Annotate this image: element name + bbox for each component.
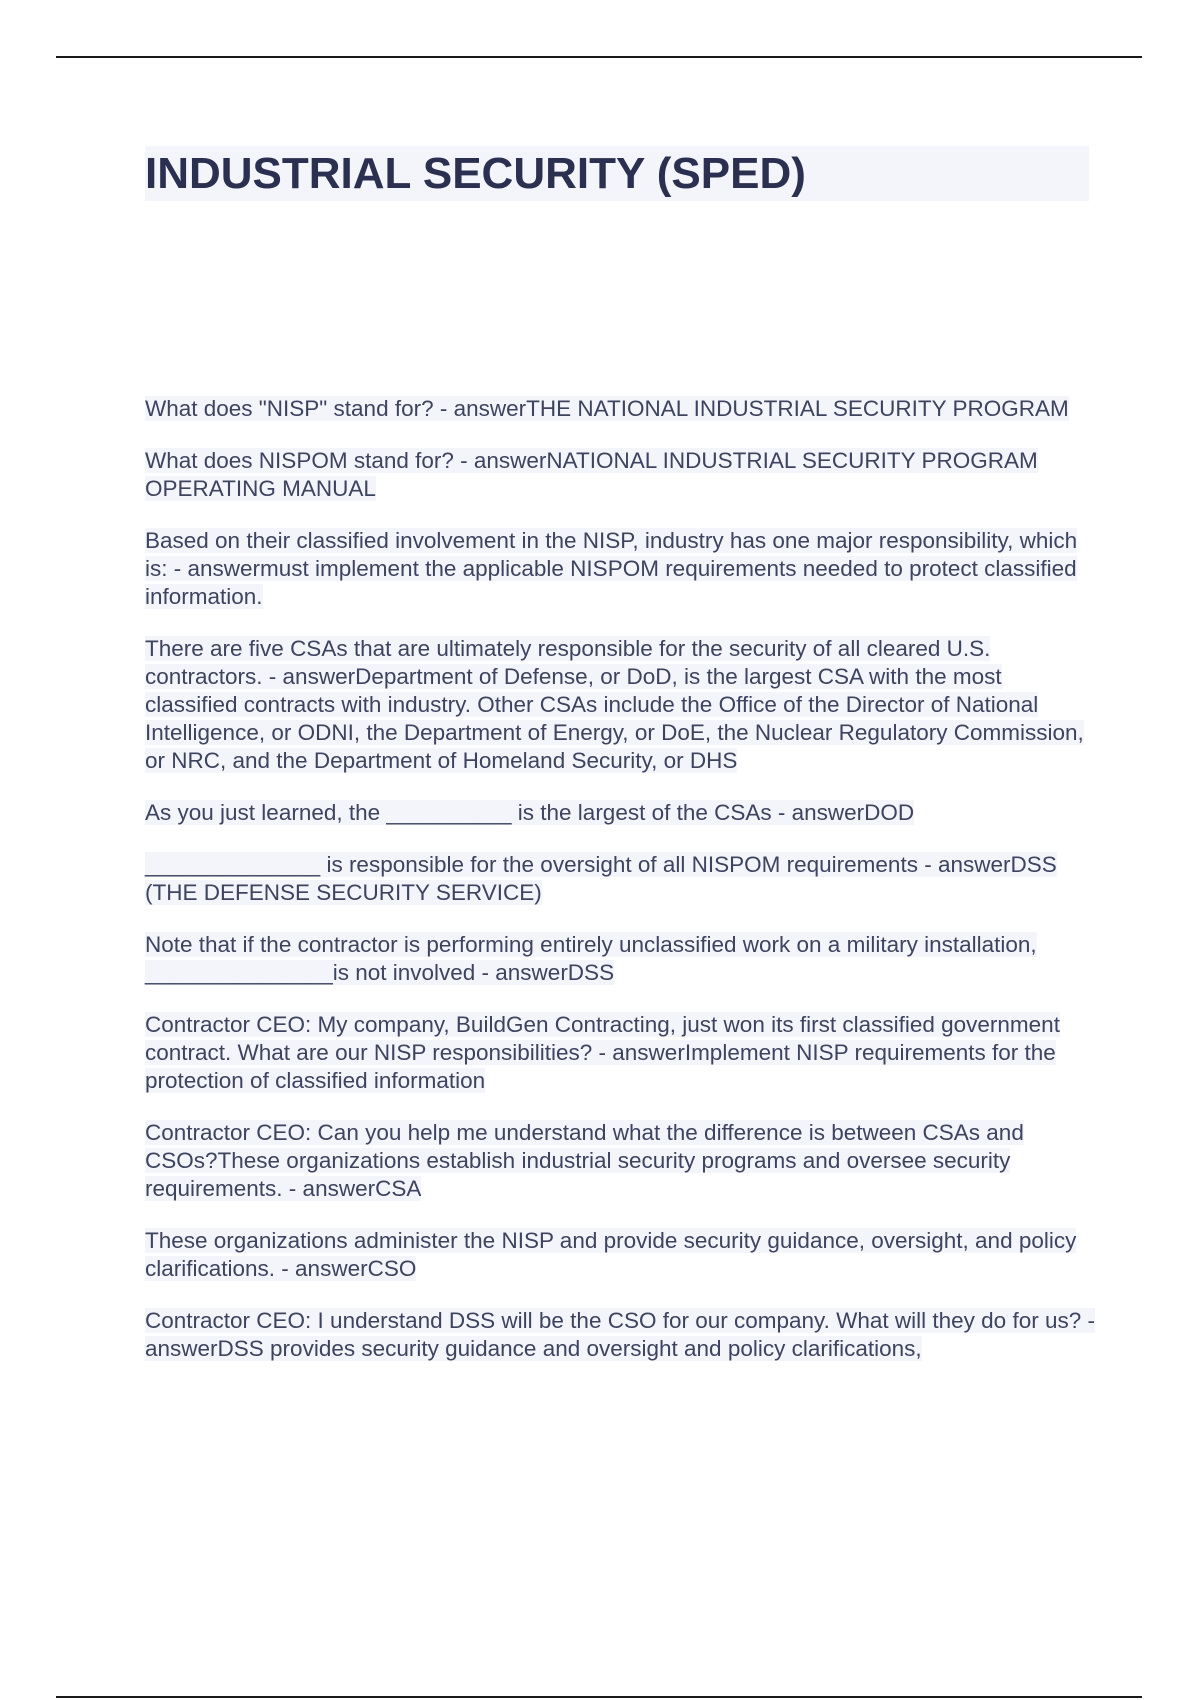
qa-item-text: Contractor CEO: My company, BuildGen Contracting, just won its first classified government contract. What are our NISP responsibilities? - answerImplement NISP requirements for the protection of classified information (145, 1012, 1060, 1093)
top-divider (56, 56, 1142, 58)
qa-item-text: What does "NISP" stand for? - answerTHE NATIONAL INDUSTRIAL SECURITY PROGRAM (145, 396, 1069, 421)
qa-item-text: ______________ is responsible for the oversight of all NISPOM requirements - answerDSS (THE DEFENSE SECURITY SERVICE) (145, 852, 1057, 905)
qa-item (145, 851, 1095, 907)
bottom-divider (56, 1696, 1142, 1698)
qa-item-text: What does NISPOM stand for? - answerNATIONAL INDUSTRIAL SECURITY PROGRAM OPERATING MANUAL (145, 448, 1038, 501)
qa-item-text: Note that if the contractor is performing entirely unclassified work on a military installation, _______________is not involved - answerDSS (145, 932, 1037, 985)
page-title: INDUSTRIAL SECURITY (SPED) (145, 149, 806, 198)
title-block (145, 146, 1089, 201)
qa-item (145, 447, 1095, 503)
qa-item (145, 799, 1095, 827)
qa-item (145, 1011, 1095, 1095)
qa-item (145, 1119, 1095, 1203)
qa-item-text: As you just learned, the __________ is the largest of the CSAs - answerDOD (145, 800, 915, 825)
qa-item (145, 395, 1095, 423)
qa-item (145, 1307, 1095, 1363)
qa-item (145, 931, 1095, 987)
qa-item-text: There are five CSAs that are ultimately responsible for the security of all cleared U.S. contractors. - answerDepartment of Defense, or DoD, is the largest CSA with the most classified contracts with industry. Other CSAs include the Office of the Director of National Intelligence, or ODNI, the Department of Energy, or DoE, the Nuclear Regulatory Commission, or NRC, and the Department of Homeland Security, or DHS (145, 636, 1084, 773)
qa-list (145, 395, 1095, 1387)
qa-item (145, 1227, 1095, 1283)
qa-item-text: Contractor CEO: I understand DSS will be the CSO for our company. What will they do for us? - answerDSS provides security guidance and oversight and policy clarifications, (145, 1308, 1095, 1361)
qa-item-text: These organizations administer the NISP and provide security guidance, oversight, and policy clarifications. - answerCSO (145, 1228, 1077, 1281)
qa-item (145, 635, 1095, 775)
qa-item (145, 527, 1095, 611)
qa-item-text: Contractor CEO: Can you help me understand what the difference is between CSAs and CSOs?These organizations establish industrial security programs and oversee security requirements. - answerCSA (145, 1120, 1024, 1201)
qa-item-text: Based on their classified involvement in the NISP, industry has one major responsibility, which is: - answermust implement the applicable NISPOM requirements needed to protect classified information. (145, 528, 1078, 609)
